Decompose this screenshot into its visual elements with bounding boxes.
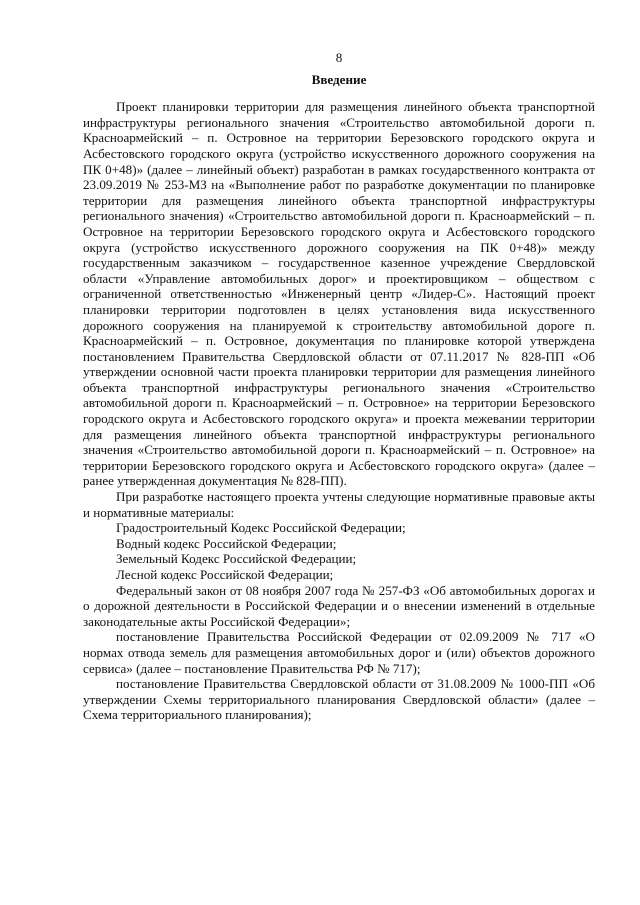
intro-paragraph: Проект планировки территории для размещения линейного объекта транспортной инфраструктуры регионального значения «Строительство автомобильной дороги п. Красноармейский – п. Островное на территории Березовского городского округа и Асбестовского городского округа (устройство искусственного дорожного сооружения на ПК 0+48)» (далее – линейный объект) разработан в рамках государственного контракта от 23.09.2019 № 253-МЗ на «Выполнение работ по разработке документации по планировке территории для размещения линейного объекта транспортной инфраструктуры регионального значения) «Строительство автомобильной дороги п. Красноармейский – п. Островное на территории Березовского городского округа и Асбестовского городского округа (устройство искусственного дорожного сооружения на ПК 0+48)» между государственным заказчиком – государственное казенное учреждение Свердловской области «Управление автомобильных дорог» и проектировщиком – обществом с ограниченной ответственностью «Инженерный центр «Лидер-С». Настоящий проект планировки территории подготовлен в целях установления вида искусственного дорожного сооружения на планируемой к строительству автомобильной дороге п. Красноармейский – п. Островное, документация по планировке которой утверждена постановлением Правительства Свердловской области от 07.11.2017 № 828-ПП «Об утверждении основной части проекта планировки территории для размещения линейного объекта транспортной инфраструктуры регионального значения «Строительство автомобильной дороги п. Красноармейский – п. Островное» на территории Березовского городского округа и Асбестовского городского округа» и проекта межевании территории для размещения линейного объекта транспортной инфраструктуры регионального значения «Строительство автомобильной дороги п. Красноармейский – п. Островное» на территории Березовского городского округа и Асбестовского городского округа» (далее – ранее утвержденная документация № 828-ПП). xyxy=(83,99,595,489)
document-page xyxy=(83,50,595,723)
list-item: Земельный Кодекс Российской Федерации; xyxy=(116,551,357,567)
list-item: Федеральный закон от 08 ноября 2007 года № 257-ФЗ «Об автомобильных дорогах и о дорожной деятельности в Российской Федерации и о внесении изменений в отдельные законодательные акты Российской Федерации»; xyxy=(83,582,595,629)
list-item: постановление Правительства Свердловской области от 31.08.2009 № 1000-ПП «Об утверждении Схемы территориального планирования Свердловской области» (далее – Схема территориального планирования); xyxy=(83,676,595,723)
page-number: 8 xyxy=(335,50,343,65)
list-item: Градостроительный Кодекс Российской Федерации; xyxy=(116,520,406,536)
section-title: Введение xyxy=(311,71,367,87)
acts-lead-paragraph: При разработке настоящего проекта учтены следующие нормативные правовые акты и нормативные материалы: xyxy=(83,489,595,520)
list-item: постановление Правительства Российской Федерации от 02.09.2009 № 717 «О нормах отвода земель для размещения автомобильных дорог и (или) объектов дорожного сервиса» (далее – постановление Правительства РФ № 717); xyxy=(83,629,595,676)
list-item: Лесной кодекс Российской Федерации; xyxy=(116,567,334,582)
list-item: Водный кодекс Российской Федерации; xyxy=(116,535,337,551)
